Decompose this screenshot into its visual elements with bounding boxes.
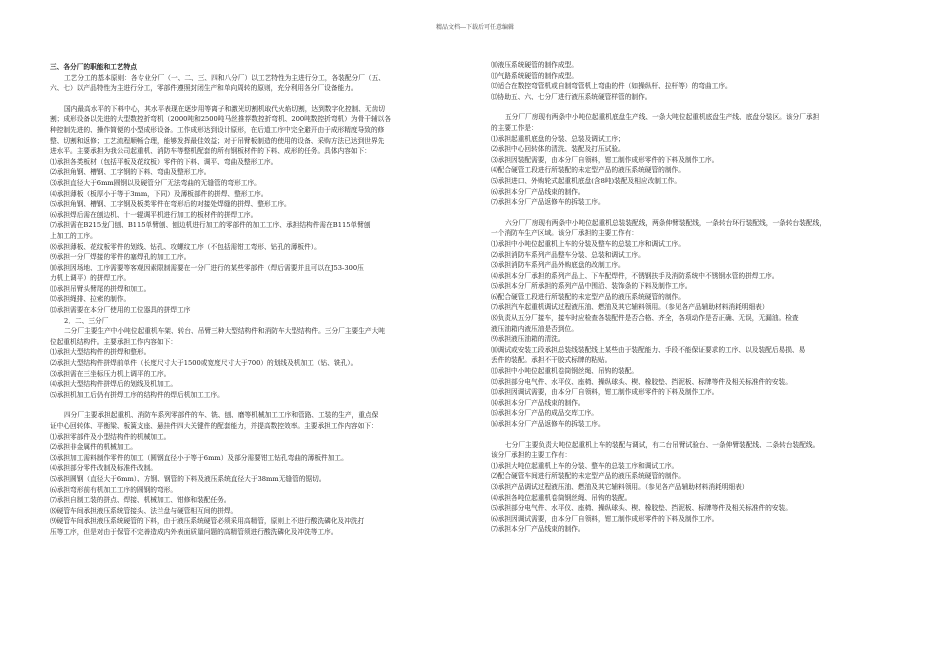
text-line: ⑶承担加工需料制作零件的加工（圆钢直径小于等于6mm）及部分需要钳工钻孔弯曲的薄板件加工。 — [50, 453, 348, 462]
text-line: ⑵承担非金属件的机械加工。 — [50, 443, 137, 452]
text-line: 整、切割和返修；工艺流程顺畅合理，能够发挥最佳效益；对于吊臂板制造的使用的设备、采购方法已达到世界先 — [50, 136, 385, 145]
right-column — [491, 60, 901, 535]
text-line: ⑶承担因装配需要，由本分厂自领料，钳工制作成形零件的下料及制作工序。 — [491, 155, 719, 164]
text-line: ⑷配合硬管工段进行所装配的未定型产品的液压系统硬管的制作。 — [491, 166, 685, 175]
text-line: ⑴承担中小吨位起重机上车的分装及整车的总装工序和调试工序。 — [491, 239, 685, 248]
text-line: 五分厂厂房现有两条中小吨位起重机底盘生产线、一条大吨位起重机底盘生产线、底盘分装区。该分厂承担 — [505, 113, 820, 122]
text-line: 力机上调平）的拼焊工序。 — [50, 274, 131, 283]
text-line: 的主要工作是： — [491, 123, 538, 132]
text-line: ⑾承担吊臂头臂尾的拼焊和加工。 — [50, 284, 151, 293]
text-line: ⑴承担大吨位起重机上车的分装、整车的总装工序和调试工序。 — [491, 461, 679, 470]
text-line: ⒀协助五、六、七分厂进行液压系统硬管样管的制作。 — [491, 92, 652, 101]
text-line: 上加工的工序。 — [50, 231, 97, 240]
text-line: ⑸承担圆钢（直径大于6mm）、方钢、钢管的下料及液压系统直径大于38mm无缝管的锯切。 — [50, 474, 326, 483]
text-line: ⑴承担大型结构件的拼焊和整形。 — [50, 348, 151, 357]
page-header: 精品文档---下载后可任意编辑 — [435, 24, 515, 31]
paragraph-gap — [491, 102, 901, 112]
text-line: ⑽调试或安装工段承担总装线装配线上某些由于装配能力、手段不能保证要求的工序、以及装配后易损、易 — [491, 345, 806, 354]
text-line: ⒀承担需要在本分厂使用的工位器具的拼焊工序 — [50, 306, 191, 315]
left-column — [50, 62, 460, 538]
text-line: ⑶承担直径大于6mm圆钢以及硬管分厂无法弯曲的无缝管的弯形工序。 — [50, 178, 261, 187]
text-line: ⑷承担薄板（板厚小于等于3mm，下同）及薄板部件的拼焊、整形工序。 — [50, 189, 268, 198]
text-line: ⑵承担角钢、槽钢、工字钢的下料、弯曲及整形工序。 — [50, 168, 211, 177]
text-line: ⑴承担零部件及小型结构件的机械加工。 — [50, 432, 171, 441]
text-line: ⑵承担大型结构件拼焊前单件（长度尺寸大于1500或宽度尺寸大于700）的划线及机加工（钻、铣孔）。 — [50, 359, 358, 368]
text-line: ⑸承担部分电气件、水平仪、座椅、操纵球头、楔、橡胶垫、挡泥板、标牌等件及相关标准件的安装。 — [491, 504, 792, 513]
text-line: ⑵配合硬管车间进行所装配的未定型产品的液压系统硬管的制作。 — [491, 472, 685, 481]
text-line: ⑵承担消防车系列产品整车分装、总装和调试工序。 — [491, 250, 645, 259]
text-line: ⑽承担因场地、工序需要等客观因素限制需要在一分厂进行的某些零部件（焊后需要并且可以在J53-300压 — [50, 263, 364, 272]
text-line: ⑶承担需在三坐标压力机上调平的工序。 — [50, 369, 171, 378]
text-line: ⑴承担各类板材（包括平板及花纹板）零件的下料、调平、弯曲及整形工序。 — [50, 157, 278, 166]
text-line: ⑿承担部分电气件、水平仪、座椅、操纵球头、楔、橡胶垫、挡泥板、标牌等件及相关标准件的安装。 — [491, 377, 792, 386]
text-line: ⑵承担中心回转体的清洗、装配及打压试验。 — [491, 145, 625, 154]
text-line: ⑸承担机加工后仍有拼焊工序的结构件的焊后机加工工序。 — [50, 390, 224, 399]
section-heading: 三、各分厂的职能和工艺特点 — [50, 63, 137, 71]
text-line: 压等工序，但是对由于保管不完善造成内外表面质量问题的高精管须进行酸洗磷化及冲洗等工序。 — [50, 527, 338, 536]
text-line: ⒃承担本分厂产品返修车的拆装工序。 — [491, 420, 605, 428]
text-line: 液压油箱内液压油是否到位。 — [491, 324, 578, 333]
paragraph-gap — [491, 208, 901, 218]
text-line: ⑸承担进口、外购轮式起重机底盘(含8吨)装配及相应改制工作。 — [491, 176, 682, 185]
text-line: ⑼承担一分厂焊接的零件的塞焊孔的加工工序。 — [50, 253, 191, 262]
text-line: ⑻负责从五分厂接车，接车时应检查各装配件是否合格、齐全，各项动作是否正确、无误，无漏油。检查 — [491, 314, 799, 323]
text-line: 四分厂主要承担起重机、消防车系列零部件的车、铣、刨、磨等机械加工工序和管路、工装的生产，重点保 — [64, 411, 379, 420]
text-line: 七分厂主要负责大吨位起重机上车的装配与调试，有二台吊臂试验台、一条伸臂装配线、二条转台装配线。 — [505, 440, 820, 449]
text-line: ⑺承担本分厂产品线束的制作。 — [491, 525, 585, 534]
text-line: ⒀承担因调试需要，由本分厂自领料，钳工制作成形零件的下料及制作工序。 — [491, 388, 719, 397]
text-line: ⑷承担部分零件改制及标准件改制。 — [50, 464, 157, 473]
text-line: ⑹承担焊后需在刨边机、十一辊调平机进行加工的板材件的拼焊工序。 — [50, 210, 258, 219]
text-line: ⑹承担弯形前有机加工工序的圆钢的弯形。 — [50, 485, 178, 494]
text-line: ⑾气路系统硬管的制作成型。 — [491, 71, 578, 80]
text-line: ⑿适合在数控弯管机或自制弯管机上弯曲的件（如操纵杆、拉杆等）的弯曲工序。 — [491, 82, 732, 91]
text-line: ⑺承担汽车起重机调试过程液压油、燃油及其它辅料领用。（参见各产品辅助材料消耗明细表） — [491, 303, 769, 312]
text-line: 丢件的装配。承担不干胶式标牌的粘贴。 — [491, 356, 612, 365]
text-line: 工艺分工的基本原则：各专业分厂（一、二、三、四和八分厂）以工艺特性为主进行分工，各装配分厂（五、 — [64, 73, 385, 82]
text-line: 该分厂承担的主要工作有： — [491, 451, 572, 460]
text-line: ⑺承担本分厂产品返修车的拆装工序。 — [491, 198, 605, 207]
text-line: 国内最高水平的下料中心，其水平表现在逐步用等离子和激光切割机取代火焰切割，达到数字化控制、无齿切 — [64, 104, 385, 113]
text-line: 种控制先进的、操作简便的小型成形设备。工作成形达到设计原形，在后道工序中完全避开由于成形精度导致的修 — [50, 125, 385, 134]
text-line: ⑼硬管车间承担液压系统硬管的下料，由于液压系统硬管必须采用高精管，原则上不进行酸洗磷化及冲洗打 — [50, 517, 365, 526]
text-line: ⑹承担因调试需要，由本分厂自领料，钳工制作成形零件的下料及制作工序。 — [491, 514, 719, 523]
paragraph-gap — [491, 430, 901, 440]
text-line: ⑻承担薄板、花纹板零件的划线、钻孔、攻螺纹工序（不包括需钳工弯形、钻孔的薄板件）。 — [50, 242, 321, 251]
text-line: ⑻硬管车间承担液压系统管接头、法兰盘与硬管相互间的拼焊。 — [50, 506, 238, 515]
text-line: ⑺承担自制工装的拼点、焊接、机械加工、钳修和装配任务。 — [50, 496, 231, 505]
text-line: ⑷承担大型结构件拼焊后的划线及机加工。 — [50, 380, 178, 389]
text-line: ⑿承担绳排、拉索的制作。 — [50, 295, 131, 304]
text-line: ⑷承担本分厂承担的系列产品上、下车配焊件，不锈钢扶手及消防系统中不锈钢水管的拼焊工序。 — [491, 271, 779, 280]
text-line: 进水平。主要承担为我公司起重机、消防车等整机配套的所有钢板材件的下料、成形的任务。具体内容如下： — [50, 147, 371, 156]
paragraph-gap — [50, 400, 460, 410]
text-line: ⑷承担各吨位起重机卷筒钢丝绳、吊钩的装配。 — [491, 493, 632, 502]
text-line: ⑺承担需在B215龙门刨、B115单臂刨、刨边机进行加工的零部件的加工工序、承担结构件需在B115单臂刨 — [50, 221, 371, 230]
text-line: ⑸承担角钢、槽钢、工字钢及板类零件在弯形后的对接处焊缝的拼焊、整形工序。 — [50, 200, 291, 209]
text-line: ⒂承担本分厂产品的成品交库工序。 — [491, 409, 598, 418]
text-line: 证中心回转体、平衡梁、板簧支座、悬挂件四大关键件的配套能力，并提高数控效率。主要承担工作内容如下： — [50, 422, 378, 430]
text-line: ⑸承担本分厂所承担的系列产品中围沿、装饰条的下料及制作工序。 — [491, 282, 692, 291]
text-line: 位起重机结构件。主要承担工作内容如下： — [50, 337, 178, 346]
text-line: ⑾承担中小吨位起重机卷筒钢丝绳、吊钩的装配。 — [491, 367, 639, 376]
text-line: 割；成形设备以先进的大型数控折弯机（2000吨和2500吨马丝推荐数控折弯机、200吨数控折弯机）为骨干辅以各 — [50, 115, 392, 124]
text-line: ⑴承担起重机底盘的分装、总装及调试工序； — [491, 134, 625, 143]
text-line: 六分厂厂房现有两条中小吨位起重机总装装配线，两条伸臂装配线，一条转台环行装配线，一条转台装配线， — [505, 218, 826, 227]
text-line: ⑹配合硬管工段进行所装配的未定型产品的液压系统硬管的制作。 — [491, 292, 685, 301]
text-line: ⑼承担液压油箱的清洗。 — [491, 335, 565, 344]
text-line: ⑶承担产品调试过程液压油、燃油及其它辅料领用。（参见各产品辅助材料消耗明细表） — [491, 482, 749, 491]
text-line: 2．二、三分厂 — [64, 316, 109, 325]
text-line: ⑶承担消防车系列产品外购底盘的改制工序。 — [491, 261, 625, 270]
text-line: 一个消防车生产区域。该分厂承担的主要工作有： — [491, 229, 639, 238]
text-line: 二分厂主要生产中小吨位起重机车架、转台、吊臂三种大型结构件和消防车大型结构件。三分厂主要生产大吨 — [64, 327, 385, 336]
text-line: ⒁承担本分厂产品线束的制作。 — [491, 398, 585, 407]
text-line: 六、七）以产品特性为主进行分工，零部件遵照封闭生产和单向周转的原则，充分利用各分厂设备能力。 — [50, 84, 358, 93]
text-line: ⑹承担本分厂产品线束的制作。 — [491, 187, 585, 196]
text-line: ⑽液压系统硬管的制作成型。 — [491, 61, 578, 69]
paragraph-gap — [50, 94, 460, 104]
